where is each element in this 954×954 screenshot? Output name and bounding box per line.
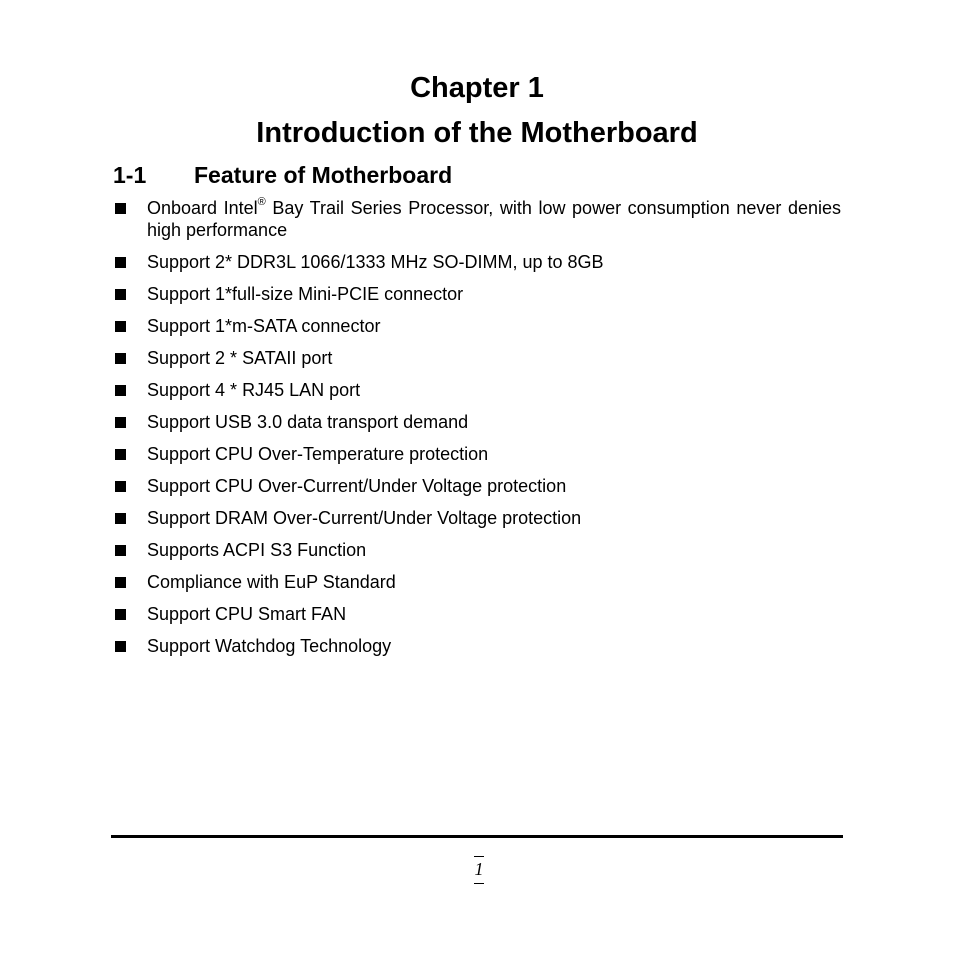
- feature-text: Support 4 * RJ45 LAN port: [147, 380, 361, 400]
- feature-item: [113, 283, 841, 305]
- feature-item: [113, 443, 841, 465]
- feature-text: Support CPU Over-Current/Under Voltage protection: [147, 476, 567, 496]
- page-number-underline: [474, 883, 484, 884]
- square-bullet-icon: [115, 289, 126, 300]
- square-bullet-icon: [115, 385, 126, 396]
- square-bullet-icon: [115, 449, 126, 460]
- feature-text: Support Watchdog Technology: [147, 636, 392, 656]
- feature-text-part: Bay Trail Series Processor, with low power consumption never denies high performance: [147, 198, 841, 240]
- square-bullet-icon: [115, 577, 126, 588]
- feature-text: [147, 198, 841, 240]
- feature-item: [113, 635, 841, 657]
- registered-mark: ®: [257, 196, 266, 208]
- feature-item: [113, 251, 841, 273]
- feature-item: [113, 603, 841, 625]
- square-bullet-icon: [115, 353, 126, 364]
- square-bullet-icon: [115, 545, 126, 556]
- feature-item: [113, 379, 841, 401]
- feature-text: Support DRAM Over-Current/Under Voltage protection: [147, 508, 582, 528]
- chapter-label: Chapter 1: [410, 72, 544, 104]
- square-bullet-icon: [115, 417, 126, 428]
- feature-text: Support 2* DDR3L 1066/1333 MHz SO-DIMM, up to 8GB: [147, 252, 604, 272]
- section-heading: [113, 160, 452, 190]
- feature-item: [113, 347, 841, 369]
- square-bullet-icon: [115, 321, 126, 332]
- feature-item: [113, 315, 841, 337]
- section-number: 1-1: [113, 162, 147, 188]
- square-bullet-icon: [115, 481, 126, 492]
- page-number-text: 1: [474, 859, 484, 879]
- footer-divider: [111, 835, 843, 838]
- feature-text: Compliance with EuP Standard: [147, 572, 396, 592]
- feature-item: [113, 571, 841, 593]
- page-number: [463, 856, 495, 883]
- square-bullet-icon: [115, 203, 126, 214]
- feature-item: [113, 539, 841, 561]
- feature-text-part: Onboard Intel: [147, 198, 258, 218]
- feature-text: Support 1*full-size Mini-PCIE connector: [147, 284, 464, 304]
- feature-text: Support 1*m-SATA connector: [147, 316, 381, 336]
- square-bullet-icon: [115, 641, 126, 652]
- feature-item: [113, 475, 841, 497]
- feature-text: Support USB 3.0 data transport demand: [147, 412, 469, 432]
- feature-item: [113, 411, 841, 433]
- feature-item: [113, 507, 841, 529]
- square-bullet-icon: [115, 609, 126, 620]
- section-title: Feature of Motherboard: [194, 162, 453, 188]
- feature-text: Supports ACPI S3 Function: [147, 540, 367, 560]
- feature-list: [113, 197, 841, 667]
- feature-text: Support CPU Over-Temperature protection: [147, 444, 489, 464]
- feature-text: Support 2 * SATAII port: [147, 348, 333, 368]
- square-bullet-icon: [115, 513, 126, 524]
- feature-item: [113, 197, 841, 241]
- chapter-title: Introduction of the Motherboard: [256, 117, 698, 149]
- page-number-overline: [474, 856, 484, 857]
- feature-text: Support CPU Smart FAN: [147, 604, 347, 624]
- square-bullet-icon: [115, 257, 126, 268]
